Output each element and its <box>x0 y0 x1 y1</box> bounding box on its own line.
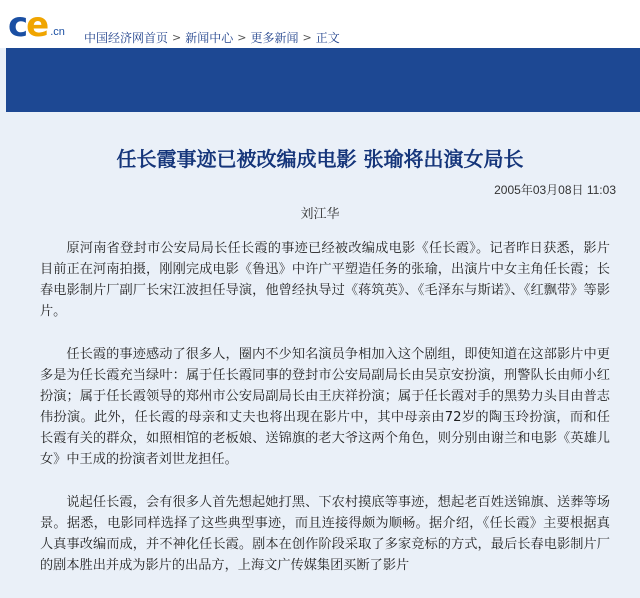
article-content <box>0 112 640 573</box>
breadcrumb-separator: > <box>172 31 182 44</box>
breadcrumb-home-link[interactable]: 中国经济网首页 <box>84 31 169 45</box>
logo-letter-c: c <box>8 5 27 45</box>
logo-letter-e: e <box>26 5 49 45</box>
article-paragraph-1: 原河南省登封市公安局局长任长霞的事迹已经被改编成电影《任长霞》。记者昨日获悉，影片目前正在河南拍摄，刚刚完成电影《鲁迅》中许广平塑造任务的张瑜，出演片中女主角任长霞；长春电影制片厂副厂长宋江波担任导演，他曾经执导过《蒋筑英》、《毛泽东与斯诺》、《红飘带》等影片。 <box>40 241 610 319</box>
site-logo[interactable] <box>8 5 65 45</box>
article-paragraph-2: 任长霞的事迹感动了很多人，圈内不少知名演员争相加入这个剧组，即使知道在这部影片中更多是为任长霞充当绿叶：属于任长霞同事的登封市公安局副局长由吴京安扮演，刑警队长由师小红扮演；属于任长霞领导的郑州市公安局副局长由王庆祥扮演；属于任长霞对手的黑势力头目由普志伟扮演。此外，任长霞的母亲和丈夫也将出现在影片中，其中母亲由72岁的陶玉玲扮演，而和任长霞有关的群众，如照相馆的老板娘、送锦旗的老大爷这两个角色，则分别由谢兰和电影《英雄儿女》中王成的扮演者刘世龙担任。 <box>40 347 610 467</box>
breadcrumb-news-center-link[interactable]: 新闻中心 <box>185 31 234 45</box>
breadcrumb-current-page[interactable]: 正文 <box>315 31 340 45</box>
site-header <box>0 0 640 48</box>
article-title: 任长霞事迹已被改编成电影 张瑜将出演女局长 <box>116 147 524 171</box>
article-body <box>40 238 610 598</box>
breadcrumb-more-news-link[interactable]: 更多新闻 <box>250 31 299 45</box>
article-author: 刘江华 <box>300 207 340 222</box>
breadcrumb <box>84 30 340 46</box>
article-paragraph-3: 说起任长霞，会有很多人首先想起她打黑、下农村摸底等事迹，想起老百姓送锦旗、送葬等场景。据悉，电影同样选择了这些典型事迹，而且连接得颇为顺畅。据介绍，《任长霞》主要根据真人真事改编而成，并不神化任长霞。剧本在创作阶段采取了多家竞标的方式，最后长春电影制片厂的剧本胜出并成为影片的出品方，上海文广传媒集团买断了影片 <box>40 495 610 573</box>
logo-suffix: .cn <box>50 26 65 38</box>
header-banner <box>6 48 640 112</box>
breadcrumb-separator: > <box>302 31 312 44</box>
article-date: 2005年03月08日 11:03 <box>494 183 616 197</box>
breadcrumb-separator: > <box>237 31 247 44</box>
